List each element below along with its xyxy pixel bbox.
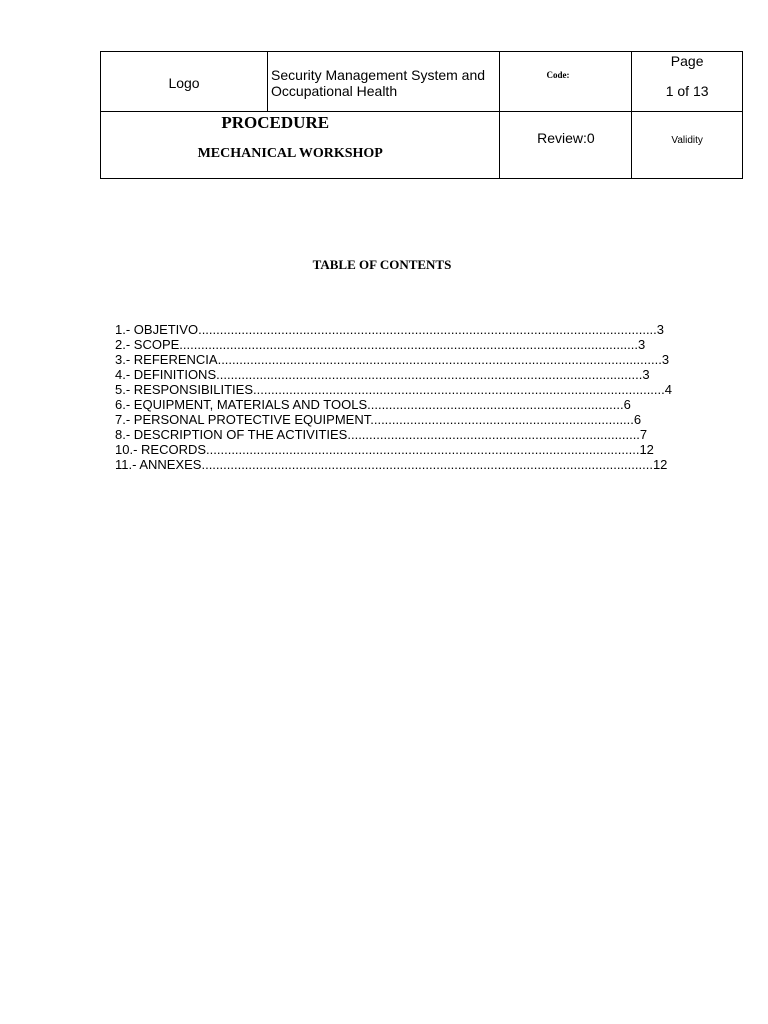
- toc-entry-page: 4: [664, 382, 672, 397]
- procedure-subtitle: MECHANICAL WORKSHOP: [197, 146, 383, 161]
- toc-entry-page: 3: [661, 352, 670, 367]
- toc-entry-text: 2.- SCOPE: [115, 337, 180, 352]
- toc-entry[interactable]: [115, 382, 715, 397]
- toc-list: [115, 322, 715, 472]
- toc-entry[interactable]: [115, 322, 715, 337]
- toc-entry-text: 4.- DEFINITIONS: [115, 367, 217, 382]
- toc-entry-page: 7: [639, 427, 648, 442]
- toc-entry-leader: .........................................................................: [370, 412, 634, 427]
- toc-entry[interactable]: [115, 427, 715, 442]
- toc-title: TABLE OF CONTENTS: [312, 257, 452, 272]
- toc-entry-leader: ........................................................................................................................: [206, 442, 640, 457]
- review-cell: [500, 112, 632, 179]
- toc-entry-leader: ...........................................................................................................................: [217, 352, 662, 367]
- toc-entry-page: 12: [652, 457, 668, 472]
- toc-entry[interactable]: [115, 397, 715, 412]
- toc-entry[interactable]: [115, 352, 715, 367]
- toc-entry[interactable]: [115, 442, 715, 457]
- page-cell: [632, 52, 743, 112]
- document-header-table: [100, 51, 743, 179]
- toc-entry-page: 12: [639, 442, 654, 457]
- toc-entry-leader: ..................................................................................................................: [253, 382, 665, 397]
- toc-entry[interactable]: [115, 337, 715, 352]
- toc-entry-leader: ...............................................................................................................................: [179, 337, 638, 352]
- toc-entry-text: 5.- RESPONSIBILITIES: [115, 382, 253, 397]
- system-title: Security Management System and Occupational Health: [271, 66, 486, 99]
- toc-entry-leader: .................................................................................: [347, 427, 640, 442]
- procedure-title: PROCEDURE: [221, 113, 330, 132]
- procedure-cell: [101, 112, 500, 179]
- code-label: Code:: [546, 69, 570, 80]
- toc-entry-text: 8.- DESCRIPTION OF THE ACTIVITIES: [115, 427, 348, 442]
- toc-entry-leader: .......................................................................: [367, 397, 624, 412]
- toc-entry-text: 11.- ANNEXES: [115, 457, 202, 472]
- page-label: Page: [670, 53, 704, 69]
- page-number: 1 of 13: [665, 83, 709, 99]
- toc-entry-page: 3: [642, 367, 650, 382]
- toc-entry-leader: .............................................................................................................................: [201, 457, 653, 472]
- validity-label: Validity: [671, 134, 703, 146]
- toc-entry-text: 1.- OBJETIVO: [115, 322, 199, 337]
- validity-cell: [632, 112, 743, 179]
- toc-entry-text: 7.- PERSONAL PROTECTIVE EQUIPMENT: [115, 412, 371, 427]
- review-label: Review:0: [537, 130, 595, 146]
- toc-entry[interactable]: [115, 457, 715, 472]
- code-cell: [500, 52, 632, 112]
- toc-entry-page: 6: [623, 397, 631, 412]
- toc-entry-text: 6.- EQUIPMENT, MATERIALS AND TOOLS: [115, 397, 368, 412]
- system-title-cell: [268, 52, 500, 112]
- toc-entry-leader: ...............................................................................................................................: [198, 322, 657, 337]
- toc-entry-text: 10.- RECORDS: [115, 442, 207, 457]
- toc-entry-page: 3: [638, 337, 646, 352]
- logo-cell: [101, 52, 268, 112]
- toc-entry-text: 3.- REFERENCIA: [115, 352, 218, 367]
- toc-entry-page: 3: [656, 322, 665, 337]
- toc-entry[interactable]: [115, 367, 715, 382]
- toc-entry-page: 6: [633, 412, 642, 427]
- logo-placeholder: Logo: [168, 74, 200, 91]
- toc-entry[interactable]: [115, 412, 715, 427]
- toc-entry-leader: ......................................................................................................................: [216, 367, 643, 382]
